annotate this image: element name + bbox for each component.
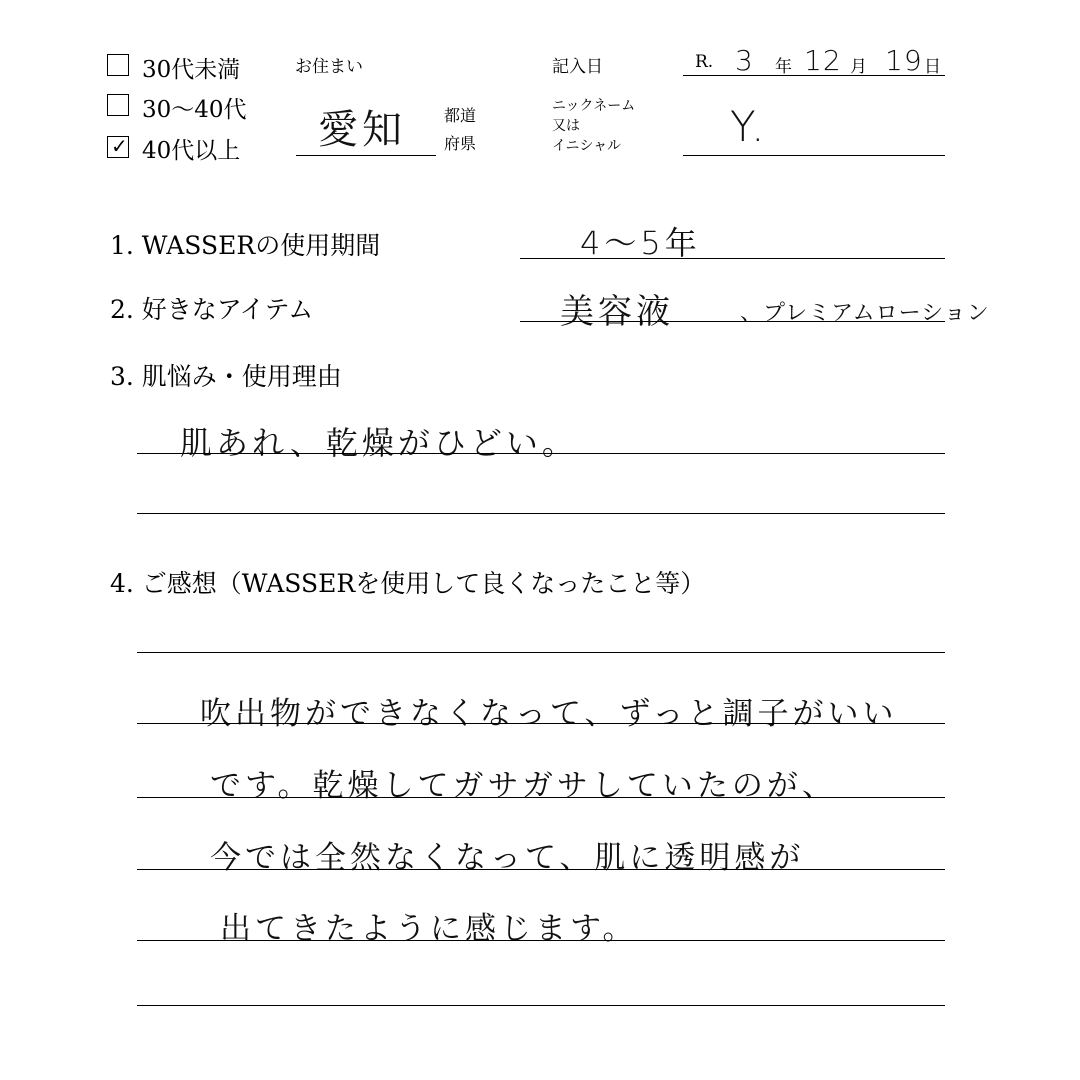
question-4-label: 4. ご感想（WASSERを使用して良くなったこと等）: [110, 569, 706, 598]
age-checkbox-under-30[interactable]: [107, 54, 129, 76]
question-3-label: 3. 肌悩み・使用理由: [110, 362, 342, 391]
residence-suffix-bottom: 府県: [444, 134, 477, 153]
date-year[interactable]: 3: [735, 44, 757, 77]
question-4-rule-3: [137, 797, 945, 798]
age-checkbox-over-40[interactable]: [107, 136, 129, 158]
question-4-rule-2: [137, 723, 945, 724]
residence-suffix-top: 都道: [444, 106, 477, 125]
question-4-answer-line-4[interactable]: 出てきたように感じます。: [220, 911, 638, 947]
residence-underline: [296, 155, 436, 156]
date-day-unit: 日: [924, 57, 941, 77]
date-day[interactable]: 19: [885, 44, 923, 77]
date-month[interactable]: 12: [804, 44, 842, 77]
question-2-answer[interactable]: 美容液: [560, 292, 674, 332]
nickname-value[interactable]: Y.: [730, 102, 769, 151]
nickname-label-line2: 又は: [552, 118, 580, 134]
question-1-answer[interactable]: 4〜5年: [580, 224, 701, 262]
age-label-over-40: 40代以上: [142, 138, 241, 164]
question-2-underline: [520, 321, 945, 322]
age-checkbox-30-40[interactable]: [107, 94, 129, 116]
residence-value[interactable]: 愛知: [318, 107, 406, 153]
date-year-unit: 年: [775, 57, 792, 77]
nickname-underline: [683, 155, 945, 156]
date-underline: [683, 75, 945, 76]
question-1-label: 1. WASSERの使用期間: [110, 231, 381, 260]
question-3-rule-2: [137, 513, 945, 514]
date-era: R.: [695, 52, 714, 72]
question-3-answer-line-1[interactable]: 肌あれ、乾燥がひどい。: [180, 424, 578, 462]
question-4-answer-line-1[interactable]: 吹出物ができなくなって、ずっと調子がいい: [200, 696, 898, 732]
age-label-30-40: 30〜40代: [142, 97, 247, 123]
question-4-rule-4: [137, 869, 945, 870]
question-4-rule-6: [137, 1005, 945, 1006]
age-label-under-30: 30代未満: [142, 57, 241, 83]
residence-label: お住まい: [295, 57, 363, 77]
question-4-rule-1: [137, 652, 945, 653]
nickname-label-line1: ニックネーム: [552, 98, 636, 114]
nickname-label-line3: イニシャル: [552, 138, 622, 154]
question-4-rule-5: [137, 940, 945, 941]
date-label: 記入日: [552, 57, 603, 77]
question-2-answer-extra[interactable]: 、プレミアムローション: [740, 301, 990, 326]
question-4-answer-line-2[interactable]: です。乾燥してガサガサしていたのが、: [210, 768, 837, 804]
date-month-unit: 月: [850, 57, 867, 77]
question-3-rule-1: [137, 453, 945, 454]
question-4-answer-line-3[interactable]: 今では全然なくなって、肌に透明感が: [210, 840, 805, 876]
question-1-underline: [520, 258, 945, 259]
check-mark-icon: ✓: [111, 134, 128, 158]
question-2-label: 2. 好きなアイテム: [110, 295, 314, 324]
